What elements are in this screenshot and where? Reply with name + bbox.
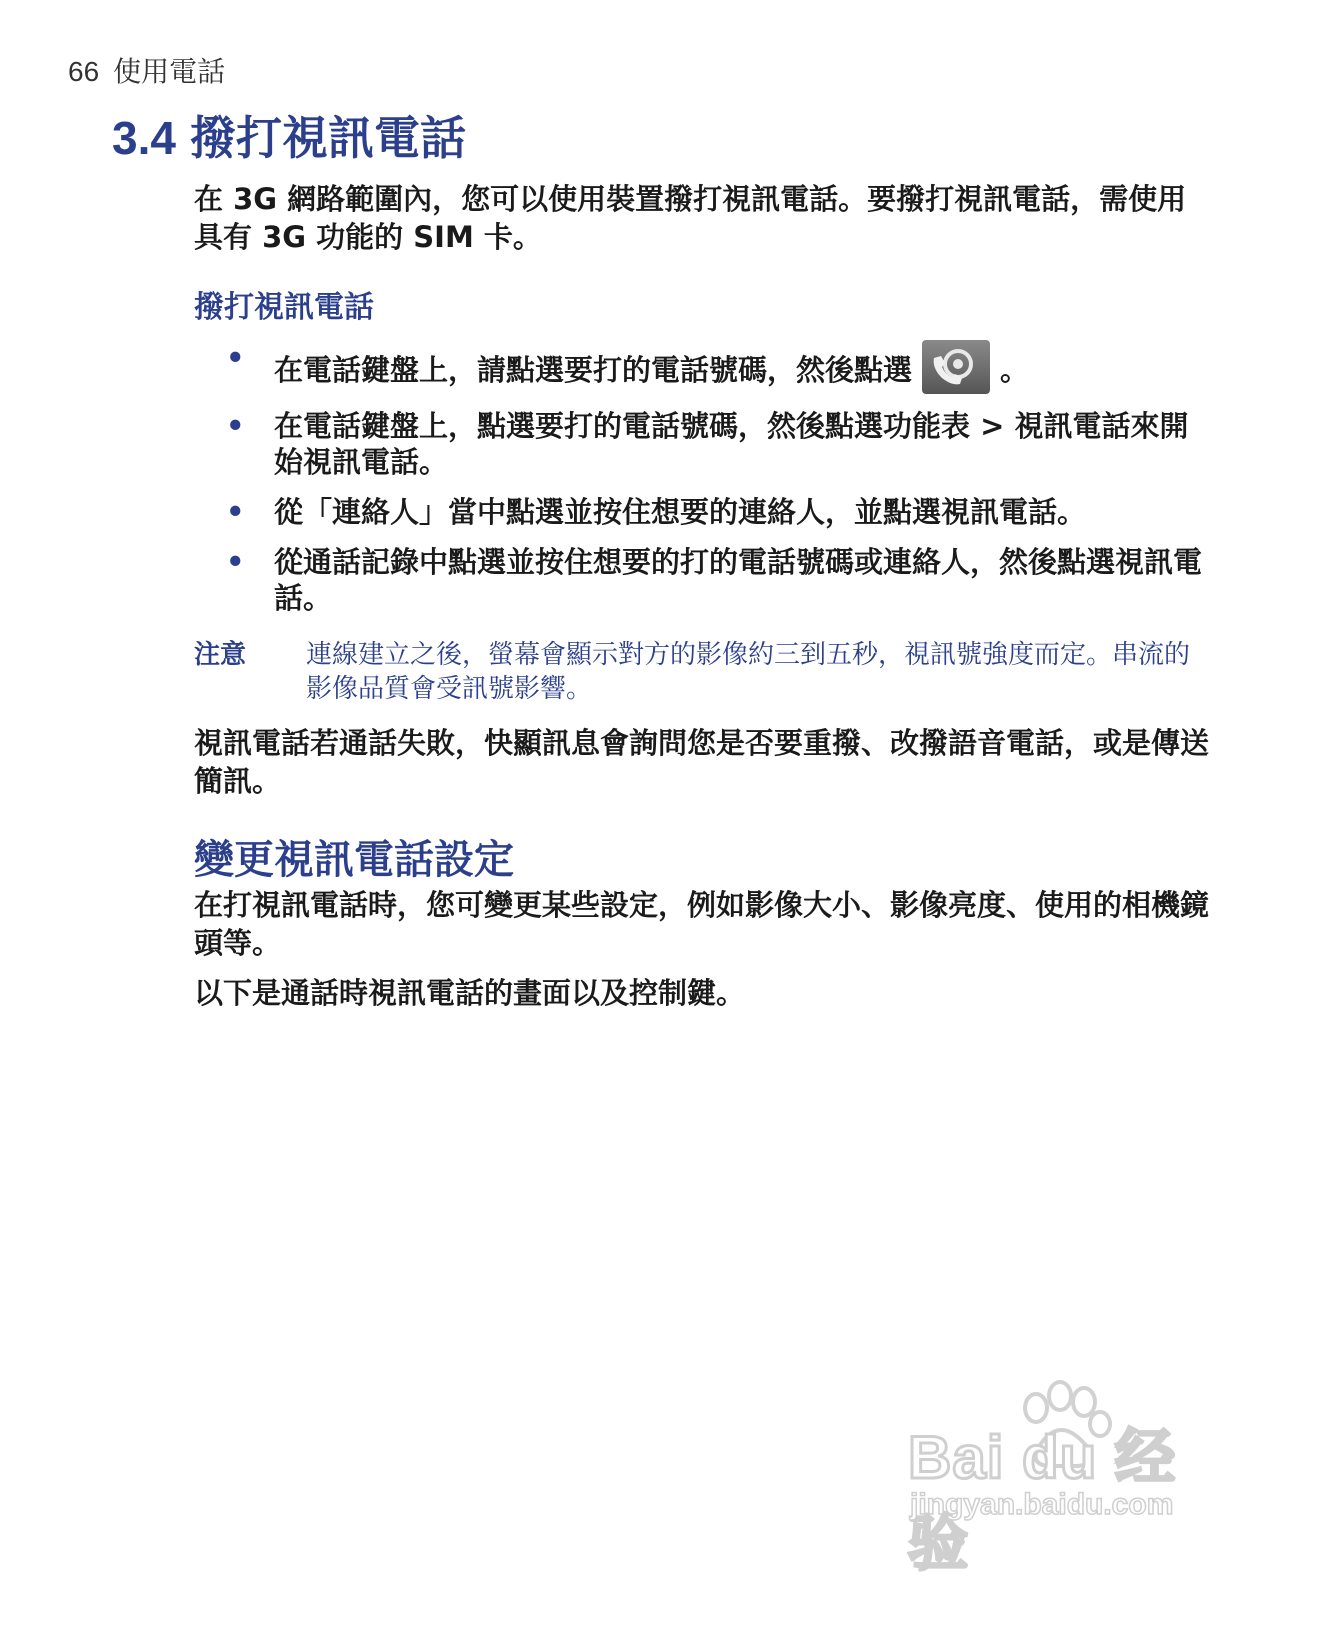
video-call-icon xyxy=(922,340,990,394)
watermark-logo-text: Bai du 经验 xyxy=(908,1424,1177,1577)
list-item xyxy=(194,340,1214,394)
intro-paragraph: 在 3G 網路範圍內，您可以使用裝置撥打視訊電話。要撥打視訊電話，需使用具有 3G 功能的 SIM 卡。 xyxy=(194,182,1187,254)
baidu-watermark xyxy=(908,1378,1208,1577)
watermark-url: jingyan.baidu.com xyxy=(910,1488,1174,1521)
bullet-marker: • xyxy=(226,409,245,443)
bullet-text: 在電話鍵盤上，請點選要打的電話號碼，然後點選 xyxy=(274,353,913,387)
settings-paragraph: 在打視訊電話時，您可變更某些設定，例如影像大小、影像亮度、使用的相機鏡頭等。 xyxy=(194,888,1210,960)
section-number: 3.4 xyxy=(112,112,176,164)
failure-paragraph: 視訊電話若通話失敗，快顯訊息會詢問您是否要重撥、改撥語音電話，或是傳送簡訊。 xyxy=(194,726,1210,798)
bullet-marker: • xyxy=(226,341,245,375)
bullet-text: 在電話鍵盤上，點選要打的電話號碼，然後點選功能表 > 視訊電話來開始視訊電話。 xyxy=(274,409,1189,479)
list-item xyxy=(194,494,1214,530)
bullet-text: 從「連絡人」當中點選並按住想要的連絡人，並點選視訊電話。 xyxy=(274,495,1087,529)
section-title-text: 撥打視訊電話 xyxy=(189,111,466,165)
chapter-title: 使用電話 xyxy=(113,55,226,88)
page-header xyxy=(68,50,225,90)
page-number: 66 xyxy=(68,56,100,87)
section-title xyxy=(112,102,466,168)
bullet-text-end: 。 xyxy=(1000,353,1030,387)
controls-paragraph: 以下是通話時視訊電話的畫面以及控制鍵。 xyxy=(194,976,746,1010)
list-item xyxy=(194,408,1214,480)
note-text: 連線建立之後，螢幕會顯示對方的影像約三到五秒，視訊號強度而定。串流的影像品質會受訊號影響。 xyxy=(306,640,1191,704)
list-item xyxy=(194,544,1214,616)
main-content xyxy=(194,180,1214,1012)
note-box xyxy=(194,638,1214,706)
bullet-text: 從通話記錄中點選並按住想要的打的電話號碼或連絡人，然後點選視訊電話。 xyxy=(274,545,1203,615)
subheading-change-settings: 變更視訊電話設定 xyxy=(194,837,514,883)
bullet-list xyxy=(194,340,1214,616)
bullet-marker: • xyxy=(226,545,245,579)
note-label: 注意 xyxy=(194,640,247,670)
subheading-make-video-call: 撥打視訊電話 xyxy=(194,290,374,325)
bullet-marker: • xyxy=(226,495,245,529)
